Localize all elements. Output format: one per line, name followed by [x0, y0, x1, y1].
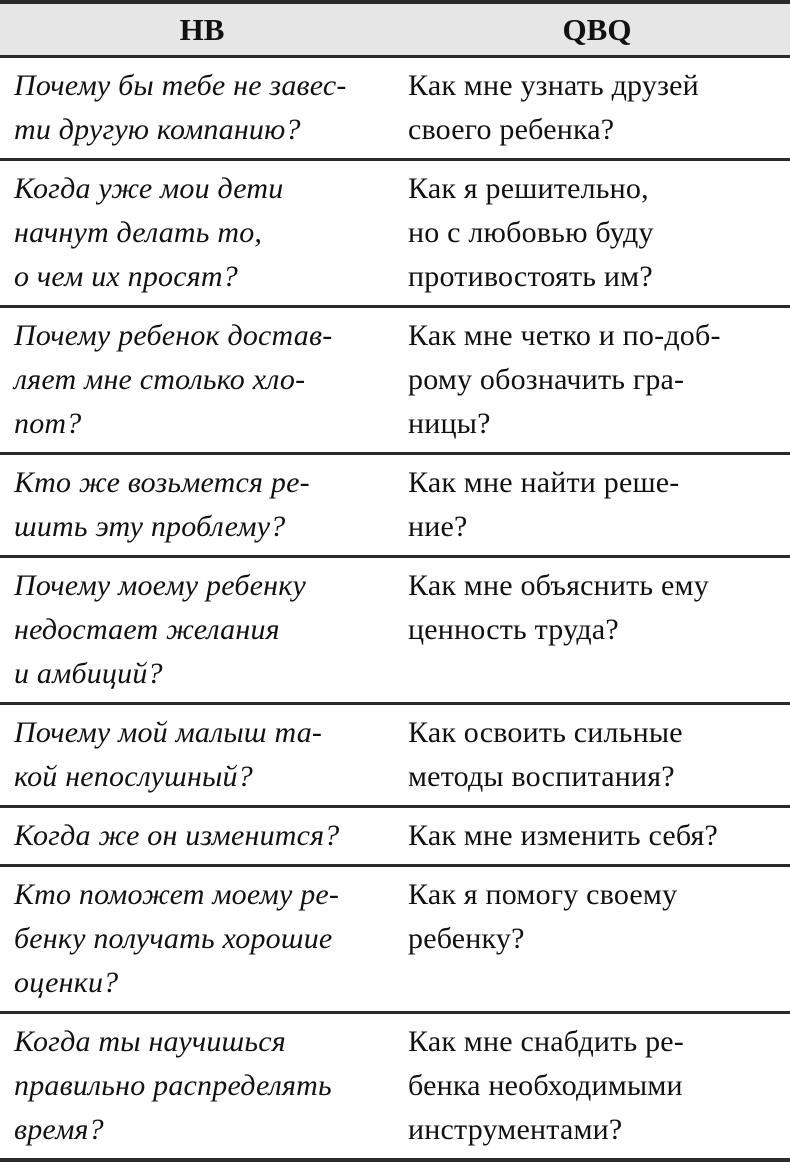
qbq-line: ценность труда? [408, 613, 619, 646]
hb-cell [0, 807, 404, 866]
hb-line: Почему ребенок достав- [14, 319, 333, 352]
qbq-line: Как мне найти реше- [408, 466, 680, 499]
qbq-cell [404, 454, 790, 557]
qbq-line: Как мне снабдить ре- [408, 1025, 684, 1058]
qbq-line: ние? [408, 510, 468, 543]
qbq-cell [404, 160, 790, 307]
table-row [0, 807, 790, 866]
hb-line: кой непослушный? [14, 760, 253, 793]
header-row [0, 2, 790, 57]
table-row [0, 1013, 790, 1161]
qbq-cell [404, 704, 790, 807]
qbq-line: Как мне изменить себя? [408, 819, 719, 852]
qbq-line: ребенку? [408, 922, 525, 955]
qbq-line: противостоять им? [408, 260, 653, 293]
hb-cell [0, 557, 404, 704]
hb-cell [0, 1013, 404, 1161]
qbq-line: ницы? [408, 407, 491, 440]
qbq-line: инструментами? [408, 1113, 623, 1146]
table-row [0, 704, 790, 807]
qbq-cell [404, 307, 790, 454]
qbq-cell [404, 807, 790, 866]
hb-line: бенку получать хорошие [14, 922, 333, 955]
qbq-line: своего ребенка? [408, 113, 615, 146]
hb-line: Когда же он изменится? [14, 819, 340, 852]
table-row [0, 160, 790, 307]
hb-line: Кто поможет моему ре- [14, 878, 340, 911]
hb-cell [0, 307, 404, 454]
hb-line: Почему моему ребенку [14, 569, 306, 602]
hb-line: Почему бы тебе не завес- [14, 69, 347, 102]
hb-line: Кто же возьмется ре- [14, 466, 310, 499]
hb-line: пот? [14, 407, 82, 440]
hb-line: о чем их просят? [14, 260, 238, 293]
hb-cell [0, 160, 404, 307]
qbq-line: рому обозначить гра- [408, 363, 685, 396]
hb-line: ти другую компанию? [14, 113, 301, 146]
hb-line: шить эту проблему? [14, 510, 286, 543]
hb-cell [0, 704, 404, 807]
hb-line: и амбиций? [14, 657, 163, 690]
qbq-line: бенка необходимыми [408, 1069, 683, 1102]
qbq-cell [404, 866, 790, 1013]
qbq-line: но с любовью буду [408, 216, 654, 249]
hb-line: начнут делать то, [14, 216, 263, 249]
qbq-line: методы воспитания? [408, 760, 675, 793]
header-qbq: QBQ [404, 2, 790, 57]
table-row [0, 307, 790, 454]
hb-line: Когда ты научишься [14, 1025, 286, 1058]
table-body [0, 57, 790, 1161]
hb-line: Почему мой малыш та- [14, 716, 323, 749]
table-row [0, 866, 790, 1013]
hb-cell [0, 57, 404, 160]
hb-line: правильно распределять [14, 1069, 332, 1102]
hb-line: оценки? [14, 966, 119, 999]
hb-cell [0, 454, 404, 557]
qbq-line: Как мне объяснить ему [408, 569, 709, 602]
hb-cell [0, 866, 404, 1013]
table-row [0, 454, 790, 557]
hb-line: время? [14, 1113, 104, 1146]
hb-line: ляет мне столько хло- [14, 363, 306, 396]
qbq-line: Как я решительно, [408, 172, 649, 205]
table-row [0, 557, 790, 704]
hb-line: недостает желания [14, 613, 280, 646]
table-header [0, 2, 790, 57]
qbq-line: Как я помогу своему [408, 878, 678, 911]
qbq-cell [404, 1013, 790, 1161]
qbq-cell [404, 57, 790, 160]
qbq-cell [404, 557, 790, 704]
qbq-line: Как освоить сильные [408, 716, 683, 749]
table-row [0, 57, 790, 160]
hb-line: Когда уже мои дети [14, 172, 284, 205]
qbq-line: Как мне четко и по-доб- [408, 319, 721, 352]
qbq-line: Как мне узнать друзей [408, 69, 699, 102]
header-hb: НВ [0, 2, 404, 57]
